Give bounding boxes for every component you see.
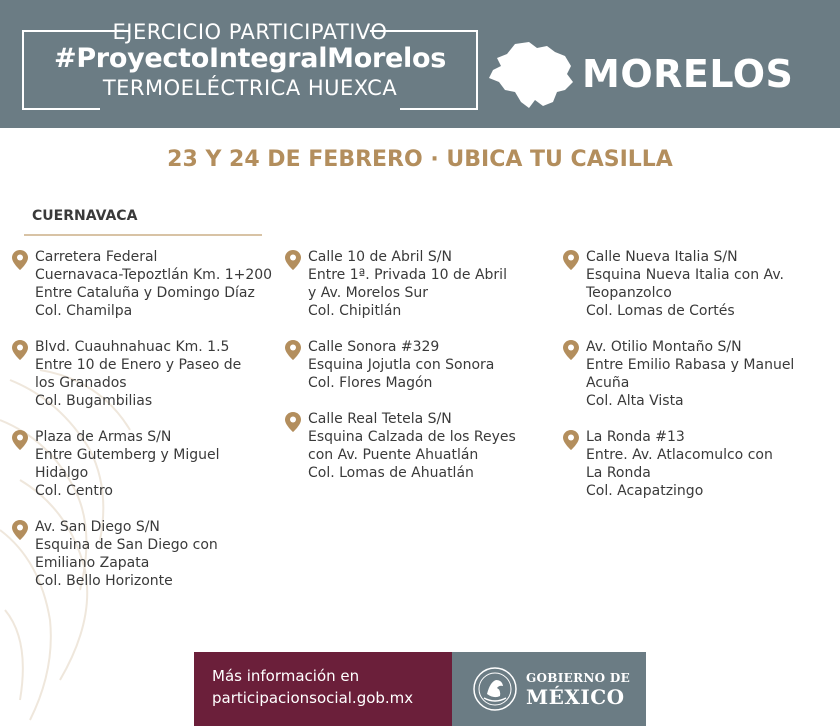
location-line: Col. Acapatzingo [586, 483, 704, 499]
dates-heading: 23 Y 24 DE FEBRERO · UBICA TU CASILLA [167, 147, 673, 172]
location-line: Col. Lomas de Ahuatlán [308, 465, 474, 481]
header-banner [0, 0, 840, 128]
map-pin-icon [12, 250, 28, 270]
national-seal-icon [472, 666, 518, 712]
info-banner [194, 652, 452, 726]
morelos-map-icon [485, 40, 575, 110]
government-logo [452, 652, 646, 726]
location-line: Esquina Nueva Italia con Av. [586, 267, 784, 283]
location-line: Col. Alta Vista [586, 393, 684, 409]
location-line: Entre Gutemberg y Miguel [35, 447, 220, 463]
location-line: los Granados [35, 375, 127, 391]
location-line: Col. Chipitlán [308, 303, 402, 319]
exercise-title: EJERCICIO PARTICIPATIVO [112, 20, 388, 44]
location-line: Av. Otilio Montaño S/N [586, 339, 742, 355]
location-line: Calle 10 de Abril S/N [308, 249, 452, 265]
location-line: Col. Bugambilias [35, 393, 153, 409]
location-line: Blvd. Cuauhnahuac Km. 1.5 [35, 339, 230, 355]
map-pin-icon [285, 340, 301, 360]
location-line: Teopanzolco [586, 285, 672, 301]
map-pin-icon [563, 430, 579, 450]
location-line: Esquina de San Diego con [35, 537, 218, 553]
location-line: Entre Emilio Rabasa y Manuel [586, 357, 795, 373]
map-pin-icon [563, 340, 579, 360]
location-line: Cuernavaca-Tepoztlán Km. 1+200 [35, 267, 273, 283]
location-line: La Ronda [586, 465, 651, 481]
location-line: Esquina Jojutla con Sonora [308, 357, 495, 373]
location-line: Entre Cataluña y Domingo Díaz [35, 285, 255, 301]
location-line: Calle Nueva Italia S/N [586, 249, 738, 265]
location-line: Esquina Calzada de los Reyes [308, 429, 516, 445]
website-link[interactable]: participacionsocial.gob.mx [212, 689, 414, 707]
location-line: Calle Real Tetela S/N [308, 411, 452, 427]
location-line: Acuña [586, 375, 630, 391]
map-pin-icon [285, 412, 301, 432]
map-pin-icon [12, 430, 28, 450]
more-info-label: Más información en [212, 667, 360, 685]
gobierno-label: GOBIERNO DE [526, 671, 631, 685]
location-line: Emiliano Zapata [35, 555, 150, 571]
project-subtitle: TERMOELÉCTRICA HUEXCA [102, 76, 398, 100]
mexico-label: MÉXICO [526, 685, 625, 709]
municipality-heading: CUERNAVACA [32, 208, 138, 224]
map-pin-icon [12, 520, 28, 540]
map-pin-icon [285, 250, 301, 270]
location-line: Entre. Av. Atlacomulco con [586, 447, 773, 463]
location-line: Col. Lomas de Cortés [586, 303, 735, 319]
location-line: Plaza de Armas S/N [35, 429, 172, 445]
location-line: Av. San Diego S/N [35, 519, 160, 535]
location-line: Col. Centro [35, 483, 113, 499]
project-hashtag: #ProyectoIntegralMorelos [54, 43, 446, 74]
location-line: Entre 10 de Enero y Paseo de [35, 357, 242, 373]
map-pin-icon [563, 250, 579, 270]
location-line: Hidalgo [35, 465, 89, 481]
location-line: Col. Chamilpa [35, 303, 133, 319]
location-line: Col. Flores Magón [308, 375, 433, 391]
location-line: Entre 1ª. Privada 10 de Abril [308, 267, 507, 283]
location-line: Calle Sonora #329 [308, 339, 440, 355]
location-line: La Ronda #13 [586, 429, 685, 445]
location-line: con Av. Puente Ahuatlán [308, 447, 479, 463]
location-line: Col. Bello Horizonte [35, 573, 173, 589]
location-line: Carretera Federal [35, 249, 158, 265]
section-divider [24, 234, 262, 236]
location-line: y Av. Morelos Sur [308, 285, 429, 301]
map-pin-icon [12, 340, 28, 360]
state-name: MORELOS [582, 52, 794, 96]
